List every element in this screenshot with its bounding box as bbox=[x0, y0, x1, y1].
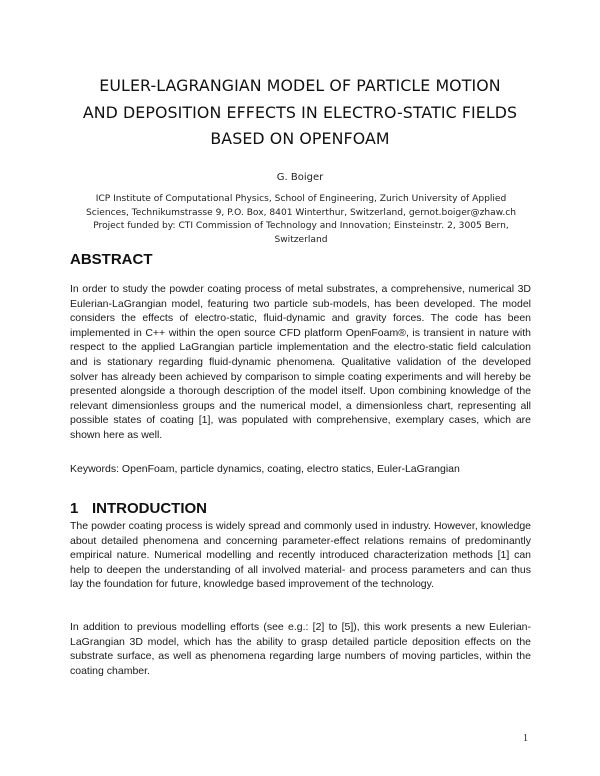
paper-title bbox=[60, 73, 540, 153]
abstract-heading: ABSTRACT bbox=[70, 251, 153, 268]
title-line-3: BASED ON OPENFOAM bbox=[210, 129, 390, 148]
section-number: 1 bbox=[70, 500, 79, 517]
section-title: INTRODUCTION bbox=[92, 500, 207, 517]
affiliation-line-4: Switzerland bbox=[274, 234, 328, 245]
page-number: 1 bbox=[523, 733, 528, 744]
title-line-2: AND DEPOSITION EFFECTS IN ELECTRO-STATIC FIELDS bbox=[82, 102, 518, 122]
introduction-paragraph-1: The powder coating process is widely spread and commonly used in industry. However, knowledge about detailed phenomena and concerning parameter-effect relations remains of predominantly empirical nature. Numerical modelling and recently introduced characterization methods [1] can help to deepen the understanding of all involved material- and process parameters and can thus lay the foundation for future, knowledge based improvement of the technology. bbox=[70, 520, 531, 591]
keywords: Keywords: OpenFoam, particle dynamics, coating, electro statics, Euler-LaGrangian bbox=[70, 463, 460, 475]
introduction-paragraph-2: In addition to previous modelling efforts (see e.g.: [2] to [5]), this work presents a new Eulerian-LaGrangian 3D model, which has the ability to grasp detailed particle deposition effects on the substrate surface, as well as phenomena regarding large numbers of moving particles, within the coating chamber. bbox=[70, 621, 531, 677]
introduction-heading bbox=[70, 500, 207, 517]
abstract-text: In order to study the powder coating process of metal substrates, a comprehensive, numerical 3D Eulerian-LaGrangian model, featuring two particle sub-models, has been developed. The model considers the effects of electro-static, fluid-dynamic and gravity forces. The code has been implemented in C++ within the open source CFD platform OpenFoam®, is transient in nature with respect to the applied LaGrangian particle implementation and the electro-static field calculation and is stationary regarding fluid-dynamic phenomena. Qualitative validation of the developed solver has already been achieved by comparison to simple coating experiments and will hereby be presented alongside a thorough description of the model itself. Upon combining knowledge of the relevant dimensionless groups and the numerical model, a dimensionless chart, representing all possible states of coating [1], was populated with comprehensive, exemplary cases, which are shown here as well. bbox=[70, 283, 531, 441]
author-name: G. Boiger bbox=[276, 172, 324, 183]
affiliation-line-3: Project funded by: CTI Commission of Technology and Innovation; Einsteinstr. 2, 3005 Bern, bbox=[93, 221, 509, 232]
author-affiliation bbox=[68, 193, 534, 247]
title-line-1: EULER-LAGRANGIAN MODEL OF PARTICLE MOTION bbox=[99, 76, 501, 95]
affiliation-line-2: Sciences, Technikumstrasse 9, P.O. Box, 8401 Winterthur, Switzerland, gernot.boiger@zhaw.ch bbox=[85, 207, 516, 218]
affiliation-line-1: ICP Institute of Computational Physics, School of Engineering, Zurich University of Applied bbox=[95, 194, 507, 204]
